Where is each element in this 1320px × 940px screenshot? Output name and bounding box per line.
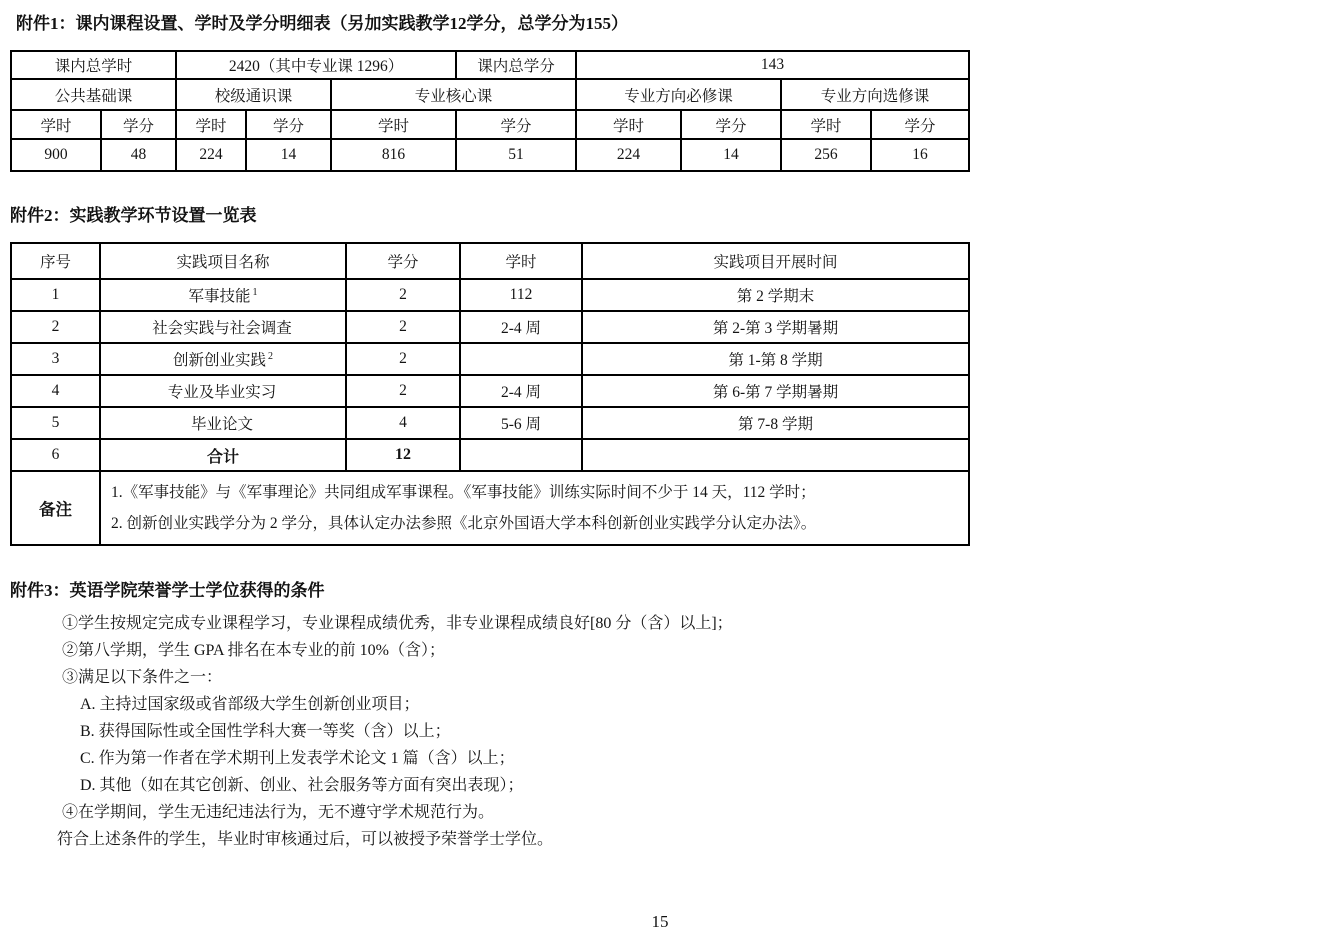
condition-line-1: ①学生按规定完成专业课程学习，专业课程成绩优秀，非专业课程成绩良好[80 分（含）以上]； xyxy=(62,615,733,632)
t2-cell-hours: 2-4 周 xyxy=(460,311,582,343)
t1-group-major-core: 专业核心课 xyxy=(331,79,576,110)
t1-value-cell: 256 xyxy=(781,139,871,171)
condition-line-4: ④在学期间，学生无违纪违法行为，无不遵守学术规范行为。 xyxy=(62,804,495,821)
t1-group-major-elective: 专业方向选修课 xyxy=(781,79,969,110)
t1-subheader-credits: 学分 xyxy=(246,110,331,139)
t2-cell-hours: 112 xyxy=(460,279,582,311)
table-row xyxy=(11,279,969,311)
t2-header-name: 实践项目名称 xyxy=(100,243,346,279)
t1-subheader-credits: 学分 xyxy=(101,110,176,139)
course-hours-credits-table xyxy=(10,50,970,172)
t2-cell-hours xyxy=(460,343,582,375)
t2-cell-name xyxy=(100,311,346,343)
t2-cell-no: 4 xyxy=(11,375,100,407)
t1-subheader-credits: 学分 xyxy=(456,110,576,139)
t1-subheader-hours: 学时 xyxy=(11,110,101,139)
t2-cell-no: 6 xyxy=(11,439,100,471)
t1-row-values xyxy=(11,139,969,171)
t1-value-cell: 224 xyxy=(176,139,246,171)
project-name: 社会实践与社会调查 xyxy=(152,320,292,337)
t1-group-general-education: 校级通识课 xyxy=(176,79,331,110)
t2-cell-time: 第 6-第 7 学期暑期 xyxy=(582,375,969,407)
t2-cell-no: 2 xyxy=(11,311,100,343)
t2-header-hours: 学时 xyxy=(460,243,582,279)
t1-value-cell: 14 xyxy=(246,139,331,171)
t2-header-credits: 学分 xyxy=(346,243,460,279)
t1-subheader-credits: 学分 xyxy=(871,110,969,139)
t2-cell-credits: 2 xyxy=(346,343,460,375)
project-name: 军事技能 xyxy=(188,288,251,305)
table-row xyxy=(11,311,969,343)
t1-value-cell: 48 xyxy=(101,139,176,171)
t2-cell-hours xyxy=(460,439,582,471)
t2-cell-time: 第 7-8 学期 xyxy=(582,407,969,439)
t2-cell-credits: 4 xyxy=(346,407,460,439)
condition-line-3: ③满足以下条件之一： xyxy=(62,669,223,686)
t1-value-cell: 51 xyxy=(456,139,576,171)
attachment2-title: 附件2：实践教学环节设置一览表 xyxy=(10,206,257,225)
t1-group-major-required: 专业方向必修课 xyxy=(576,79,781,110)
project-name: 毕业论文 xyxy=(190,416,253,433)
table-row-total xyxy=(11,439,969,471)
practical-teaching-table xyxy=(10,242,970,546)
attachment3-title: 附件3：英语学院荣誉学士学位获得的条件 xyxy=(10,581,325,600)
t2-cell-credits: 2 xyxy=(346,279,460,311)
t1-value-cell: 224 xyxy=(576,139,681,171)
page-number: 15 xyxy=(651,912,669,931)
t2-header-row xyxy=(11,243,969,279)
t2-cell-no: 1 xyxy=(11,279,100,311)
t1-row-totals xyxy=(11,51,969,79)
t1-subheader-credits: 学分 xyxy=(681,110,781,139)
condition-line-3a: A. 主持过国家级或省部级大学生创新创业项目； xyxy=(80,696,420,713)
t1-total-credits-label: 课内总学分 xyxy=(456,51,576,79)
t1-value-cell: 16 xyxy=(871,139,969,171)
table-row xyxy=(11,407,969,439)
t2-cell-credits-total: 12 xyxy=(346,439,460,471)
project-name: 专业及毕业实习 xyxy=(167,384,277,401)
t2-cell-credits: 2 xyxy=(346,375,460,407)
document-content xyxy=(10,10,968,853)
condition-line-3c: C. 作为第一作者在学术期刊上发表学术论文 1 篇（含）以上； xyxy=(80,750,515,767)
condition-line-3b: B. 获得国际性或全国性学科大赛一等奖（含）以上； xyxy=(80,723,451,740)
remark-line-1: 1.《军事技能》与《军事理论》共同组成军事课程。《军事技能》训练实际时间不少于 14 天，112 学时； xyxy=(111,484,816,501)
footnote-marker: 2 xyxy=(268,350,273,362)
t2-cell-no: 3 xyxy=(11,343,100,375)
t1-subheader-hours: 学时 xyxy=(176,110,246,139)
t1-value-cell: 900 xyxy=(11,139,101,171)
t1-row-groups xyxy=(11,79,969,110)
t2-cell-hours: 5-6 周 xyxy=(460,407,582,439)
t2-cell-time: 第 2-第 3 学期暑期 xyxy=(582,311,969,343)
t1-row-subheaders xyxy=(11,110,969,139)
t2-cell-time: 第 2 学期末 xyxy=(582,279,969,311)
t1-subheader-hours: 学时 xyxy=(781,110,871,139)
t2-remark-row xyxy=(11,471,969,545)
attachment1-title: 附件1：课内课程设置、学时及学分明细表（另加实践教学12学分，总学分为155） xyxy=(16,14,628,33)
project-name: 创新创业实践 xyxy=(172,352,266,369)
attachment3-body xyxy=(10,610,968,853)
t2-cell-time: 第 1-第 8 学期 xyxy=(582,343,969,375)
t1-group-public-basic: 公共基础课 xyxy=(11,79,176,110)
footnote-marker: 1 xyxy=(252,286,258,298)
t1-total-hours-label: 课内总学时 xyxy=(11,51,176,79)
t1-value-cell: 14 xyxy=(681,139,781,171)
t2-cell-credits: 2 xyxy=(346,311,460,343)
remark-line-2: 2. 创新创业实践学分为 2 学分，具体认定办法参照《北京外国语大学本科创新创业实践学分认定办法》。 xyxy=(111,515,817,532)
t1-value-cell: 816 xyxy=(331,139,456,171)
condition-line-2: ②第八学期，学生 GPA 排名在本专业的前 10%（含）； xyxy=(62,642,445,659)
t2-cell-name xyxy=(100,407,346,439)
t2-header-time: 实践项目开展时间 xyxy=(582,243,969,279)
t2-cell-name xyxy=(100,279,346,311)
condition-line-3d: D. 其他（如在其它创新、创业、社会服务等方面有突出表现）； xyxy=(80,777,524,794)
closing-line: 符合上述条件的学生，毕业时审核通过后，可以被授予荣誉学士学位。 xyxy=(57,831,554,848)
t2-cell-name xyxy=(100,375,346,407)
remark-label: 备注 xyxy=(11,471,100,545)
t2-cell-hours: 2-4 周 xyxy=(460,375,582,407)
remark-body xyxy=(100,471,969,545)
table-row xyxy=(11,375,969,407)
t1-total-hours-value: 2420（其中专业课 1296） xyxy=(176,51,456,79)
t2-cell-name xyxy=(100,343,346,375)
table-row xyxy=(11,343,969,375)
t1-subheader-hours: 学时 xyxy=(331,110,456,139)
t2-header-no: 序号 xyxy=(11,243,100,279)
t2-cell-time xyxy=(582,439,969,471)
t1-total-credits-value: 143 xyxy=(576,51,969,79)
t2-cell-name-total: 合计 xyxy=(100,439,346,471)
t2-cell-no: 5 xyxy=(11,407,100,439)
t1-subheader-hours: 学时 xyxy=(576,110,681,139)
